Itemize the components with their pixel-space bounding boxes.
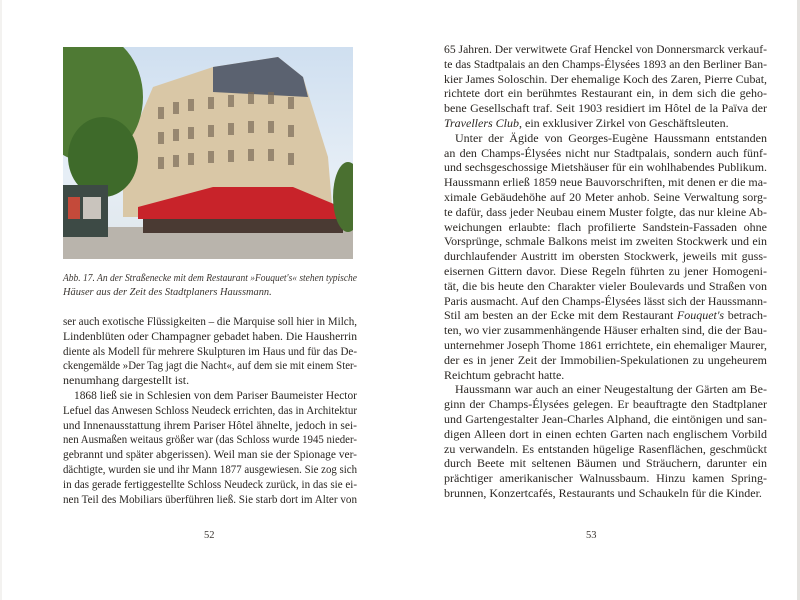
text-line — [63, 492, 357, 507]
line-text: unternehmer Joseph Thome 1861 errichtete, ein ehemaliger Maurer, — [444, 337, 767, 352]
line-text: diente als Modell für mehrere Skulpturen im Haus und für das De- — [63, 343, 357, 358]
text-line — [444, 442, 767, 457]
photo-illustration — [63, 47, 353, 259]
line-text: Travellers Club, ein exklusiver Zirkel von Geschäftsleuten. — [444, 115, 729, 130]
text-line — [63, 344, 357, 359]
text-line — [444, 160, 767, 175]
text-line — [444, 308, 767, 323]
text-line — [444, 72, 767, 87]
line-text: durchlaufender Austritt im obersten Stockwerk, jeweils mit guss- — [444, 249, 767, 264]
text-line — [444, 205, 767, 220]
caption-line-text: Abb. 17. An der Straßenecke mit dem Restaurant »Fouquet's« stehen typische — [63, 273, 357, 284]
line-text: ckengemälde »Der Tag jagt die Nacht«, auf dem sie mit einem Ster- — [63, 358, 357, 373]
line-text: gebrannt und später abgerissen). Weil man sie der Spionage ver- — [63, 447, 357, 462]
line-text: in das gerade fertiggestellte Schloss Neudeck zurück, in das sie ei- — [63, 476, 357, 491]
caption-line — [63, 272, 357, 286]
line-text: Reichtum gebracht hatte. — [444, 367, 565, 382]
text-line — [444, 368, 767, 383]
text-line — [63, 388, 357, 403]
line-text: Lindenblüten oder Champagner gebadet haben. Die Hausherrin — [63, 328, 357, 343]
line-text: tät, die bis heute den Charakter vieler Boulevards und Straßen von — [444, 278, 767, 293]
line-text: ten, wo vier zusammenhängende Häuser erhalten sind, die der Bau- — [444, 323, 767, 338]
line-text: bene Gesellschaft traf. Seit 1903 residiert im Hôtel de la Païva der — [444, 101, 767, 116]
caption-line — [63, 286, 357, 300]
text-line — [444, 264, 767, 279]
line-text: prächtiger amerikanischer Walnussbaum. Hinzu kamen Spring- — [444, 471, 767, 486]
body-text-column — [63, 314, 357, 506]
line-text: brunnen, Konzertcafés, Restaurants und Schaukeln für die Kinder. — [444, 485, 762, 500]
line-text: ginn der Champs-Élysées gelegen. Er beauftragte den Stadtplaner — [444, 397, 767, 412]
text-line — [444, 249, 767, 264]
text-line — [444, 234, 767, 249]
text-line — [444, 323, 767, 338]
line-text: Lefuel das Anwesen Schloss Neudeck errichten, das in Architektur — [63, 402, 357, 417]
page-number: 53 — [586, 530, 597, 541]
text-line — [63, 314, 357, 329]
line-text: nen Ausmaßen weitaus größer war (das Schloss wurde 1945 nieder- — [63, 432, 357, 447]
line-text: ser auch exotische Flüssigkeiten – die Marquise soll hier in Milch, — [63, 314, 357, 328]
text-line — [63, 462, 357, 477]
text-line — [444, 279, 767, 294]
text-line — [444, 57, 767, 72]
line-text: Paris ausmacht. Auf den Champs-Élysées lässt sich der Haussmann- — [444, 293, 767, 308]
text-line — [444, 220, 767, 235]
text-line — [63, 329, 357, 344]
text-line — [444, 353, 767, 368]
body-text-column — [444, 42, 767, 501]
text-line — [444, 486, 767, 501]
text-line — [444, 86, 767, 101]
line-text: 1868 ließ sie in Schlesien von dem Pariser Baumeister Hector — [74, 387, 357, 402]
line-text: digen Alleen dort in einen echten Garten nach englischem Vorbild — [444, 426, 767, 441]
line-text: an den Champs-Élysées nicht nur Stadtpalais, sondern auch fünf- — [444, 145, 767, 160]
text-line — [444, 382, 767, 397]
line-text: Haussmann war auch an einer Neugestaltung der Gärten am Be- — [455, 382, 767, 397]
line-text: te dafür, dass jeder Neubau einem Muster folgte, das nur kleine Ab- — [444, 204, 767, 219]
text-line — [444, 397, 767, 412]
line-text: der es in jener Zeit der Immobilien-Spekulationen zu ungeheurem — [444, 352, 767, 367]
text-line — [444, 471, 767, 486]
text-line — [444, 146, 767, 161]
text-line — [444, 412, 767, 427]
line-text: ximale Gebäudehöhe auf 20 Meter anhob. Seine Verwaltung sorg- — [444, 189, 767, 204]
text-line — [444, 175, 767, 190]
text-line — [444, 190, 767, 205]
text-line — [444, 131, 767, 146]
text-line — [444, 294, 767, 309]
figure-caption — [63, 272, 357, 300]
text-line — [63, 418, 357, 433]
text-line — [444, 427, 767, 442]
right-page — [400, 0, 800, 600]
line-text: kier James Soloschin. Der ehemalige Koch des Zaren, Pierre Cubat, — [444, 71, 767, 86]
line-text: und Innenausstattung ihrem Pariser Hôtel ähnelte, jedoch in sei- — [63, 417, 357, 432]
page-edge — [0, 0, 2, 600]
line-text: nenumhang dargestellt ist. — [63, 373, 190, 388]
caption-line-text: Häuser aus der Zeit des Stadtplaners Haussmann. — [63, 287, 272, 298]
text-line — [63, 447, 357, 462]
line-text: Stil am besten an der Ecke mit dem Restaurant Fouquet's betrach- — [444, 308, 767, 323]
line-text: Haussmann erließ 1859 neue Bauvorschriften, mit denen er die ma- — [444, 175, 767, 190]
line-text: Unter der Ägide von Georges-Eugène Haussmann entstanden — [455, 130, 767, 145]
figure-photo-fouquets-corner — [63, 47, 353, 259]
line-text: eisernen Gittern davor. Diese Regeln führten zu jener Homogeni- — [444, 263, 767, 278]
line-text: nen Teil des Mobiliars überführen ließ. Sie starb dort im Alter von — [63, 491, 357, 506]
text-line — [63, 373, 357, 388]
line-text: te das Stadtpalais an den Champs-Élysées 1893 an den Berliner Ban- — [444, 56, 767, 71]
text-line — [444, 338, 767, 353]
line-text: richtete dort ein berühmtes Restaurant ein, in dem sich die geho- — [444, 86, 767, 101]
line-text: zu verwandeln. Es entstanden hügelige Rasenflächen, geschmückt — [444, 441, 767, 456]
line-text: und Gartengestalter Jean-Charles Alphand, die eintönigen und san- — [444, 411, 767, 426]
text-line — [63, 358, 357, 373]
line-text: dächtigte, wurden sie und ihr Mann 1877 ausgewiesen. Sie zog sich — [63, 461, 357, 476]
text-line — [444, 101, 767, 116]
text-line — [444, 42, 767, 57]
text-line — [444, 456, 767, 471]
text-line — [63, 403, 357, 418]
line-text: 65 Jahren. Der verwitwete Graf Henckel von Donnersmarck verkauf- — [444, 42, 767, 56]
line-text: weichungen erlaubte: flach profilierte Sandstein-Fassaden ohne — [444, 219, 767, 234]
text-line — [63, 477, 357, 492]
line-text: und sechsgeschossige Mietshäuser für ein wohlhabendes Publikum. — [444, 160, 767, 175]
page-number: 52 — [204, 530, 215, 541]
line-text: durch Beete mit seltenen Bäumen und Sträuchern, darunter ein — [444, 456, 767, 471]
line-text: Vorsprünge, schmale Balkons meist im zweiten Stockwerk und ein — [444, 234, 767, 249]
text-line — [63, 432, 357, 447]
text-line — [444, 116, 767, 131]
